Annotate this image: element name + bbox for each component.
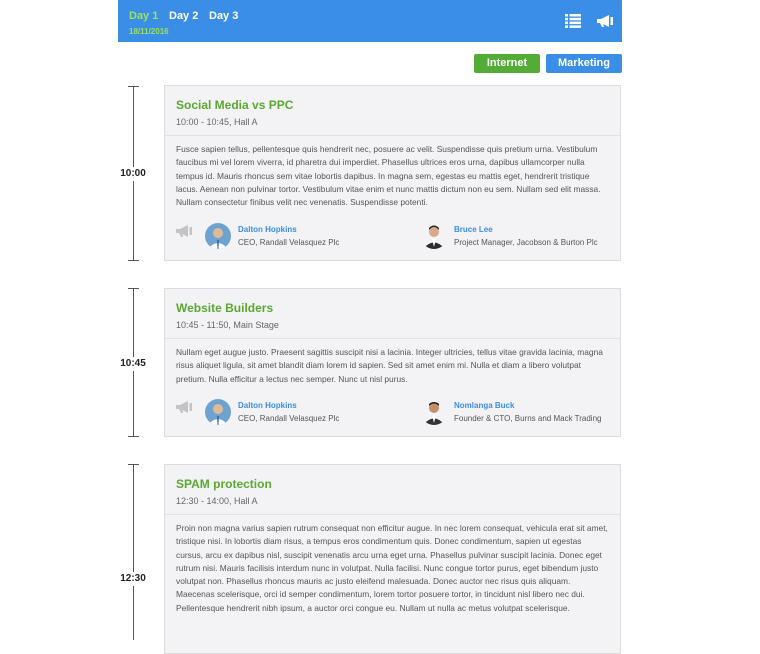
session-subtitle: 10:45 - 11:50, Main Stage bbox=[176, 320, 279, 330]
session-card[interactable] bbox=[164, 464, 621, 654]
session-title[interactable]: SPAM protection bbox=[176, 477, 272, 491]
session-time: 10:45 bbox=[104, 357, 162, 371]
speaker-role: CEO, Randall Velasquez Plc bbox=[238, 414, 340, 423]
speaker-name[interactable]: Bruce Lee bbox=[454, 225, 493, 234]
tab-day-2[interactable]: Day 2 bbox=[169, 10, 199, 22]
avatar[interactable] bbox=[421, 223, 447, 249]
session-subtitle: 12:30 - 14:00, Hall A bbox=[176, 496, 258, 506]
divider bbox=[165, 135, 620, 136]
session-time: 12:30 bbox=[104, 572, 162, 586]
avatar[interactable] bbox=[205, 223, 231, 249]
session-description: Proin non magna varius sapien rutrum consequat non efficitur augue. In nec lorem consequat, vehicula erat sit amet, tristique nisi. In lobortis diam risus, a tempus eros condimentum quis. Donec condimentum, sapien ut egestas cursus, arcu ex dapibus nisl, suscipit venenatis arcu urna eget urna. Phasellus pulvinar suscipit lacinia. Donec eget rutrum nisi. Mauris facilisis interdum nunc in volutpat. Nulla facilisi. Nunc congue tortor purus, eget bibendum justo volutpat non. Phasellus rhoncus mauris ac justo eleifend malesuada. Donec auctor nec risus quis aliquam. Maecenas scelerisque, orci id semper condimentum, lorem tortor posuere tortor, in tincidunt nisl libero nec dui. Pellentesque hendrerit nibh ipsum, a auctor orci congue eu. Nullam ut nulla ac metus volutpat scelerisque. bbox=[176, 523, 608, 613]
session-description: Nullam eget augue justo. Praesent sagittis suscipit nisi a lacinia. Integer ultricies, tellus vitae gravida lacinia, magna risus aliquet ligula, sit amet blandit diam lorem id sapien. Sed sit amet enim mi. Nulla et diam a libero volutpat pretium. Nulla efficitur a lectus nec semper. Nunc ut nisl purus. bbox=[176, 347, 603, 384]
divider bbox=[165, 514, 620, 515]
selected-date: 18/11/2016 bbox=[129, 27, 169, 36]
megaphone-icon[interactable] bbox=[596, 14, 614, 28]
session-time: 10:00 bbox=[104, 167, 162, 181]
timeline-cap bbox=[128, 260, 139, 261]
session-description: Fusce sapien tellus, pellentesque quis hendrerit nec, posuere ac velit. Suspendisse quis pretium urna. Vestibulum faucibus mi vel lorem viverra, id pharetra dui imperdiet. Phasellus ultrices eros urna, dapibus ullamcorper nulla tempus id. Mauris rhoncus sem vitae lobortis dapibus. In magna sem, egestas eu mattis eget, hendrerit tristique lacus. Aenean non pulvinar tortor. Vestibulum vitae enim et nunc mattis dictum non eu sem. Nullam sed elit massa. Nullam consectetur finibus velit nec venenatis. Suspendisse potenti. bbox=[176, 144, 601, 208]
session-subtitle: 10:00 - 10:45, Hall A bbox=[176, 117, 258, 127]
speaker-name[interactable]: Dalton Hopkins bbox=[238, 401, 297, 410]
timeline-line bbox=[133, 464, 134, 640]
speaker-name[interactable]: Dalton Hopkins bbox=[238, 225, 297, 234]
speaker-role: Project Manager, Jacobson & Burton Plc bbox=[454, 238, 598, 247]
speaker-role: CEO, Randall Velasquez Plc bbox=[238, 238, 340, 247]
speaker-name[interactable]: Nomlanga Buck bbox=[454, 401, 515, 410]
divider bbox=[165, 338, 620, 339]
speaker-role: Founder & CTO, Burns and Mack Trading bbox=[454, 414, 602, 423]
avatar[interactable] bbox=[205, 399, 231, 425]
session-card[interactable] bbox=[164, 288, 621, 437]
session-title[interactable]: Social Media vs PPC bbox=[176, 98, 294, 112]
schedule-header bbox=[118, 0, 622, 42]
session-title[interactable]: Website Builders bbox=[176, 301, 274, 315]
filter-internet-button[interactable]: Internet bbox=[474, 54, 540, 73]
avatar[interactable] bbox=[421, 399, 447, 425]
megaphone-icon bbox=[175, 400, 193, 414]
tab-day-1[interactable]: Day 1 bbox=[129, 10, 159, 22]
list-icon[interactable] bbox=[565, 14, 581, 28]
tab-day-3[interactable]: Day 3 bbox=[209, 10, 239, 22]
timeline-cap bbox=[128, 436, 139, 437]
filter-marketing-button[interactable]: Marketing bbox=[546, 54, 622, 73]
session-card[interactable] bbox=[164, 85, 621, 261]
megaphone-icon bbox=[175, 224, 193, 238]
